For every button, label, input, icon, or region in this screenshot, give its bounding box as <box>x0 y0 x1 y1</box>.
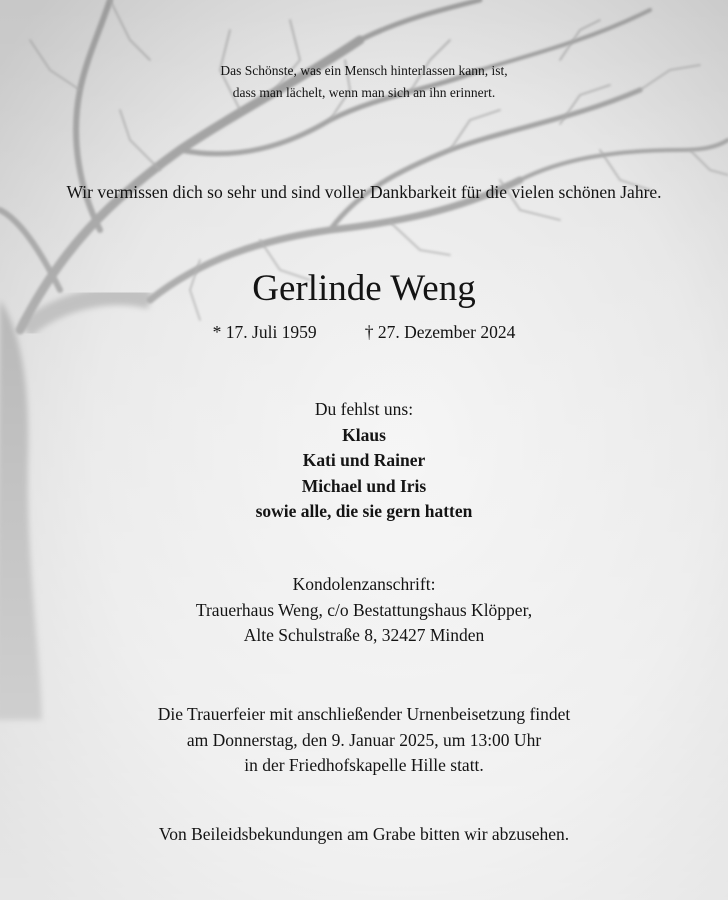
condolence-heading: Kondolenzanschrift: <box>292 574 436 594</box>
deceased-name: Gerlinde Weng <box>252 268 476 309</box>
memorial-quote <box>0 60 728 104</box>
death-date: † 27. Dezember 2024 <box>364 322 516 342</box>
intro-text: Wir vermissen dich so sehr und sind voller Dankbarkeit für die vielen schönen Jahre. <box>66 182 662 202</box>
life-dates <box>0 320 728 344</box>
mourner-name: sowie alle, die sie gern hatten <box>255 501 473 521</box>
condolence-line-1: Trauerhaus Weng, c/o Bestattungshaus Klöpper, <box>195 599 533 620</box>
birth-date: * 17. Juli 1959 <box>212 322 317 342</box>
mourners-heading: Du fehlst uns: <box>314 399 414 419</box>
ceremony-line-2: am Donnerstag, den 9. Januar 2025, um 13:00 Uhr <box>186 729 542 750</box>
mourners-list <box>0 397 728 525</box>
ceremony-info <box>0 702 728 779</box>
condolence-address <box>0 572 728 649</box>
closing-note: Von Beileidsbekundungen am Grabe bitten wir abzusehen. <box>158 824 570 844</box>
ceremony-line-3: in der Friedhofskapelle Hille statt. <box>244 755 484 775</box>
ceremony-line-1: Die Trauerfeier mit anschließender Urnenbeisetzung findet <box>157 704 571 724</box>
condolence-line-2: Alte Schulstraße 8, 32427 Minden <box>243 625 485 645</box>
quote-line-2: dass man lächelt, wenn man sich an ihn erinnert. <box>232 85 496 100</box>
mourner-name: Michael und Iris <box>301 475 427 496</box>
mourner-name: Klaus <box>342 424 386 445</box>
quote-line-1: Das Schönste, was ein Mensch hinterlassen kann, ist, <box>220 63 508 78</box>
mourner-name: Kati und Rainer <box>302 450 426 470</box>
